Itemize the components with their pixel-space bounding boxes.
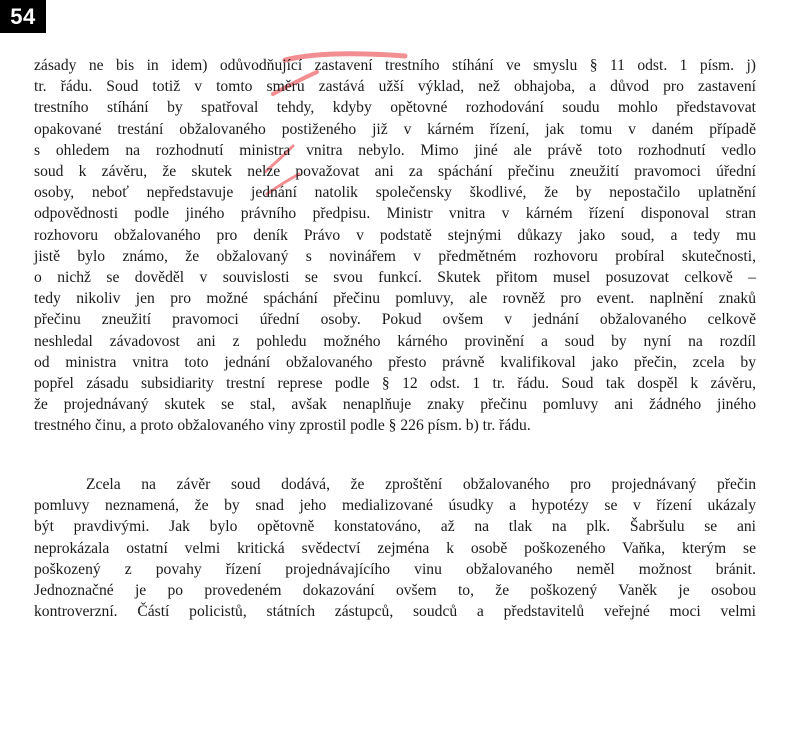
text-line: tedy nikoliv jen pro možné spáchání přečinu pomluvy, ale rovněž pro event. naplnění znaků <box>34 290 756 308</box>
text-line: rozhovoru obžalovaného pro deník Právo v podstatě stejnými důkazy jako soud, a tedy mu <box>34 226 756 244</box>
text-line: osoby, neboť nepředstavuje jednání natolik společensky škodlivé, že by nepostačilo uplatnění <box>34 184 756 202</box>
text-line: trestného činu, a proto obžalovaného viny zprostil podle § 226 písm. b) tr. řádu. <box>34 417 531 435</box>
text-line: poškozený z povahy řízení projednávajícího vinu obžalovaného neměl možnost bránit. <box>34 560 756 578</box>
text-line: Zcela na závěr soud dodává, že zproštění obžalovaného pro projednávaný přečin <box>86 476 756 493</box>
text-line: přečinu zneužití pravomoci úřední osoby. Pokud ovšem v jednání obžalovaného celkově <box>34 311 756 329</box>
text-line: od ministra vnitra toto jednání obžalovaného přesto právně kvalifikoval jako přečin, zcela by <box>34 353 756 371</box>
text-line: neshledal závadovost ani z pohledu možného kárného provinění a soud by nyní na rozdíl <box>34 332 756 350</box>
text-line: pomluvy neznamená, že by snad jeho medializované úsudky a hypotézy se v řízení ukázaly <box>34 497 756 515</box>
text-line: trestního stíhání by spatřoval tehdy, kdyby opětovné rozhodování soudu mohlo představovat <box>34 99 756 117</box>
text-line: zásady ne bis in idem) odůvodňující zastavení trestního stíhání ve smyslu § 11 odst. 1 písm. j) <box>34 57 756 74</box>
text-line: opakované trestání obžalovaného postiženého již v kárném řízení, jak tomu v daném případě <box>34 120 756 138</box>
text-line: o nichž se dověděl v souvislosti se svou funkcí. Skutek přitom musel posuzovat celkově – <box>34 269 756 287</box>
text-line: Jednoznačné je po provedeném dokazování ovšem to, že poškozený Vaněk je osobou <box>34 582 756 600</box>
text-line: popřel zásadu subsidiarity trestní represe podle § 12 odst. 1 tr. řádu. Soud tak dospěl k závěru, <box>34 375 756 393</box>
paragraph-1 <box>34 55 756 437</box>
text-line: neprokázala ostatní velmi kritická svědectví zejména k osobě poškozeného Vaňka, kterým se <box>34 539 756 557</box>
text-line: soud k závěru, že skutek nelze považovat ani za spáchání přečinu zneužití pravomoci úřední <box>34 163 756 181</box>
paragraph-2 <box>34 474 756 622</box>
text-line: kontroverzní. Částí policistů, státních zástupců, soudců a představitelů veřejné moci velmi <box>34 603 756 621</box>
page-number-badge: 54 <box>0 0 46 33</box>
text-line: jistě bylo známo, že obžalovaný s novinářem v předmětném rozhovoru probíral skutečnosti, <box>34 247 756 265</box>
text-line: tr. řádu. Soud totiž v tomto směru zastává užší výklad, než obhajoba, a důvod pro zastavení <box>34 78 756 96</box>
text-line: odpovědnosti podle jiného právního předpisu. Ministr vnitra v kárném řízení disponoval stran <box>34 205 756 223</box>
text-line: být pravdivými. Jak bylo opětovně konstatováno, až na tlak na plk. Šabršulu se ani <box>34 518 756 536</box>
text-line: s ohledem na rozhodnutí ministra vnitra nebylo. Mimo jiné ale právě toto rozhodnutí vedlo <box>34 141 756 159</box>
text-line: že projednávaný skutek se stal, avšak nenaplňuje znaky přečinu pomluvy ani žádného jiného <box>34 396 756 414</box>
